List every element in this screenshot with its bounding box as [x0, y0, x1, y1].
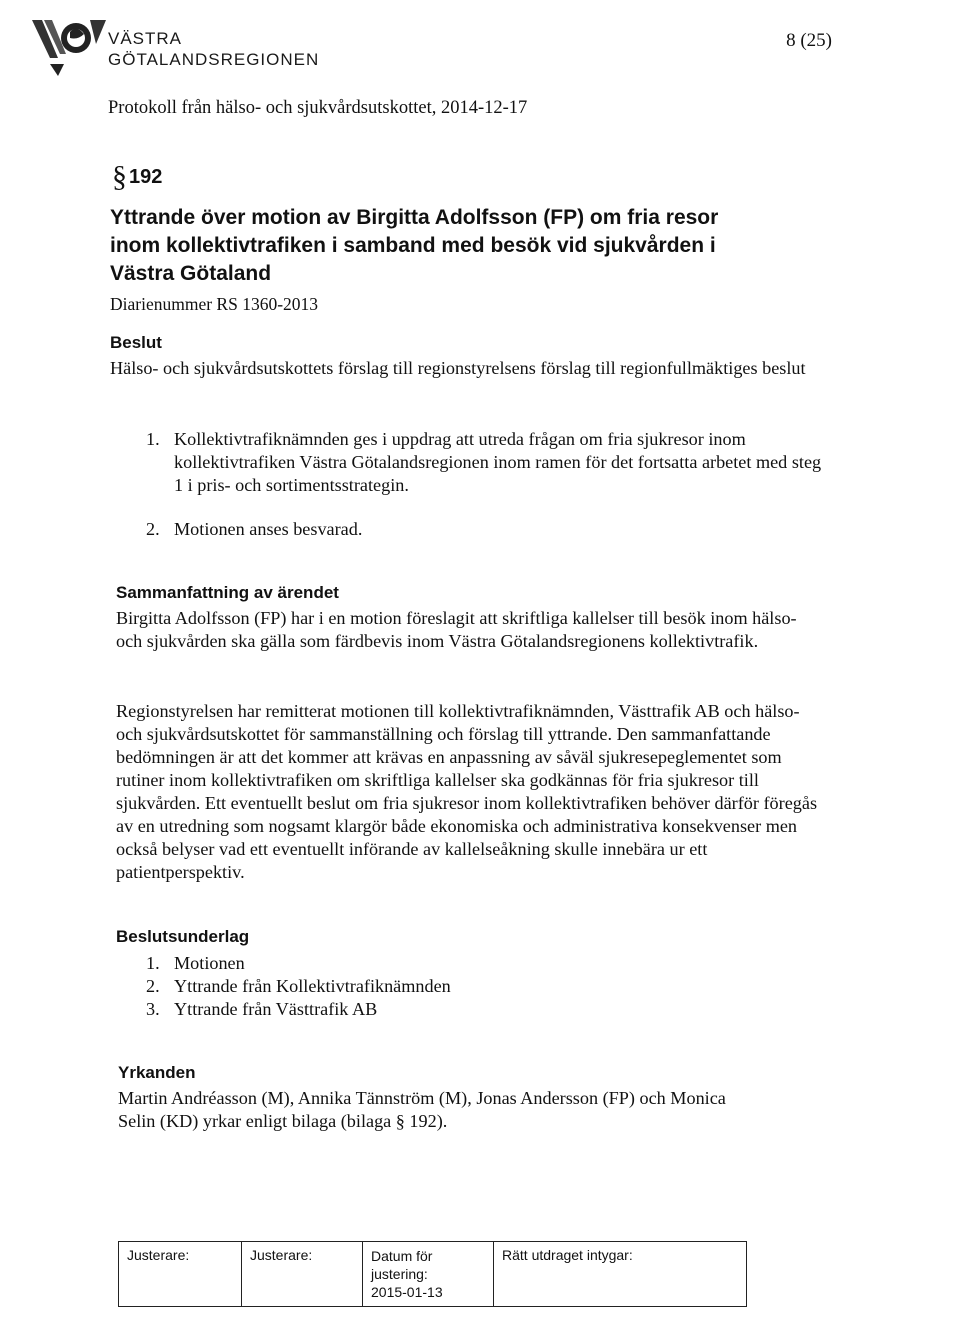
beslut-list — [146, 428, 826, 541]
intygar-cell — [494, 1242, 747, 1307]
beslutsunderlag-heading: Beslutsunderlag — [116, 927, 250, 946]
list-item-text: Yttrande från Kollektivtrafiknämnden — [174, 976, 451, 996]
sammanfattning-paragraph-2: Regionstyrelsen har remitterat motionen till kollektivtrafiknämnden, Västtrafik AB och hälso- och sjukvårdsutskottet för sammanställning och förslag till yttrande. Den sammanfattande bedömningen är att det kommer att krävas en anpassning av såväl sjukreseреglementet som rutiner inom kollektivtrafiken om skriftliga kallelser ska godkännas för fria sjukresor till sjukvården. Ett eventuellt beslut om fria sjukresor inom kollektivtrafiken behöver därför föregås av en utredning som nogsamt klargör både ekonomiska och administrativa konsekvenser men också belyser vad ett eventuellt införande av kallelseåkning skulle innebära ur ett patientperspektiv. — [116, 701, 818, 882]
vgr-logo-icon — [30, 14, 108, 78]
protocol-title: Protokoll från hälso- och sjukvårdsutskottet, 2014-12-17 — [108, 98, 528, 118]
sammanfattning-heading: Sammanfattning av ärendet — [116, 583, 339, 602]
list-item — [146, 428, 826, 497]
list-item — [146, 975, 646, 998]
beslut-intro: Hälso- och sjukvårdsutskottets förslag till regionstyrelsens förslag till regionfullmäktiges beslut — [110, 358, 806, 378]
list-item-text: Motionen — [174, 953, 245, 973]
justerare-label-2: Justerare: — [250, 1247, 313, 1263]
list-item-text: Motionen anses besvarad. — [174, 519, 363, 539]
org-line-2: GÖTALANDSREGIONEN — [108, 50, 320, 69]
diarie-number: Diarienummer RS 1360-2013 — [110, 294, 319, 314]
organization-name — [108, 28, 319, 70]
section-title: Yttrande över motion av Birgitta Adolfsson (FP) om fria resor inom kollektivtrafiken i samband med besök vid sjukvården i Västra Götaland — [110, 206, 719, 285]
list-item-number: 1. — [146, 953, 160, 973]
list-item — [146, 518, 826, 541]
section-sign: § — [112, 160, 127, 193]
beslut-heading: Beslut — [110, 333, 162, 352]
list-item-number: 3. — [146, 999, 160, 1019]
justerare-cell-1 — [119, 1242, 242, 1307]
datum-label-line-2: justering: — [371, 1266, 428, 1282]
justerare-label-1: Justerare: — [127, 1247, 190, 1263]
yrkanden-heading: Yrkanden — [118, 1063, 196, 1082]
list-item-text: Yttrande från Västtrafik AB — [174, 999, 378, 1019]
datum-value: 2015-01-13 — [371, 1284, 443, 1300]
sammanfattning-paragraph-1: Birgitta Adolfsson (FP) har i en motion föreslagit att skriftliga kallelser till besök inom hälso- och sjukvården ska gälla som färdbevis inom Västra Götalandsregionens kollektivtrafik. — [116, 608, 797, 651]
signature-table — [118, 1241, 747, 1307]
justerare-cell-2 — [242, 1242, 363, 1307]
page-number: 8 (25) — [786, 30, 832, 51]
list-item-number: 2. — [146, 519, 160, 539]
table-row — [119, 1242, 747, 1307]
list-item-number: 1. — [146, 429, 160, 449]
intygar-label: Rätt utdraget intygar: — [502, 1247, 633, 1263]
datum-label-line-1: Datum för — [371, 1248, 433, 1264]
section-number — [112, 160, 162, 194]
beslutsunderlag-list — [146, 952, 646, 1021]
list-item — [146, 952, 646, 975]
org-line-1: VÄSTRA — [108, 29, 183, 48]
list-item — [146, 998, 646, 1021]
section-number-value: 192 — [129, 166, 163, 188]
list-item-text: Kollektivtrafiknämnden ges i uppdrag att utreda frågan om fria sjukresor inom kollektivtrafiken Västra Götalandsregionen inom ramen för det fortsatta arbetet med steg 1 i pris- och sortimentsstrategin. — [174, 429, 822, 495]
datum-cell — [363, 1242, 494, 1307]
list-item-number: 2. — [146, 976, 160, 996]
yrkanden-text: Martin Andréasson (M), Annika Tännström (M), Jonas Andersson (FP) och Monica Selin (KD) yrkar enligt bilaga (bilaga § 192). — [118, 1088, 726, 1131]
